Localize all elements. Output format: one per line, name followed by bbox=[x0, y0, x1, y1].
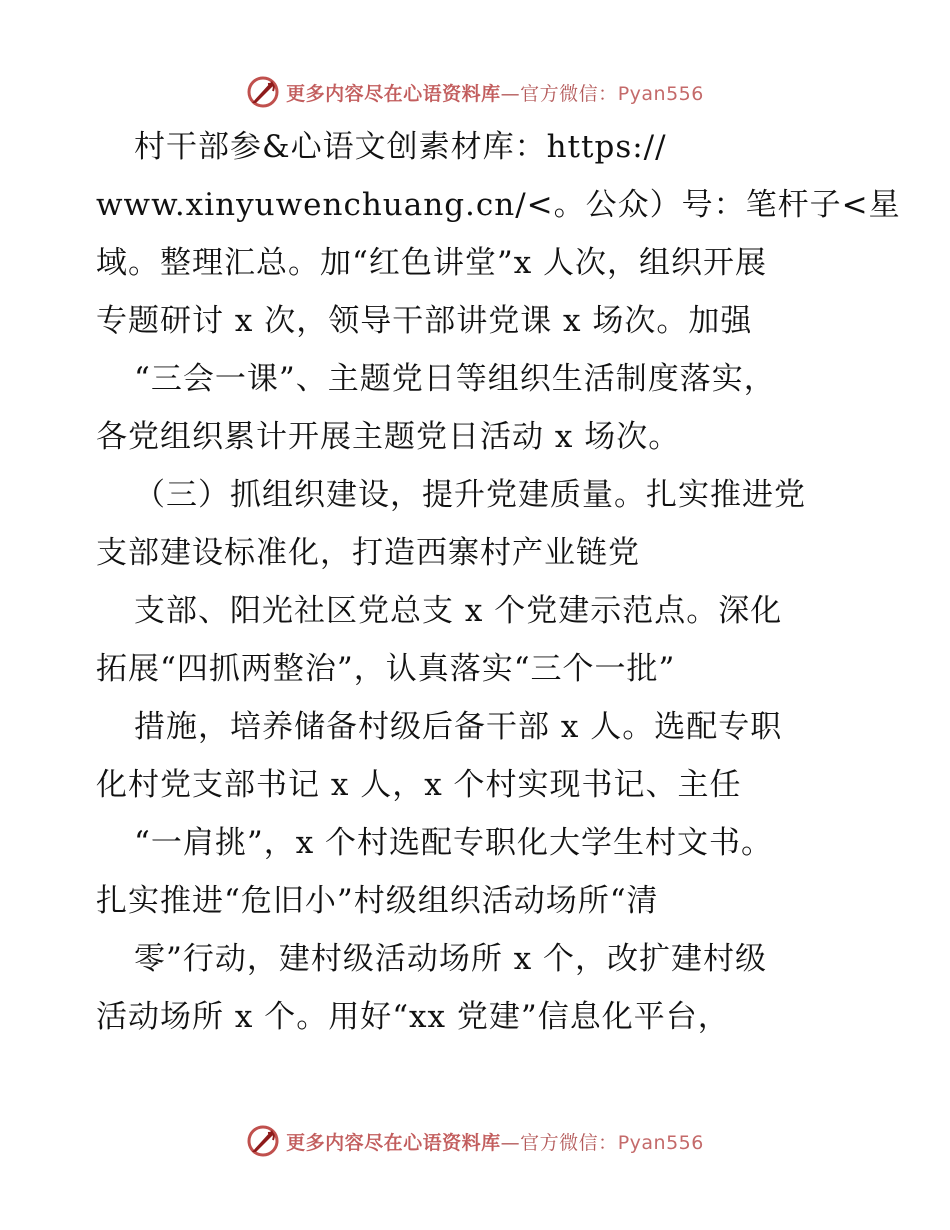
footer-watermark-text bbox=[286, 1128, 704, 1155]
text-line: 支部、阳光社区党总支 x 个党建示范点。深化 bbox=[134, 593, 783, 629]
text-line: 各党组织累计开展主题党日活动 x 场次。 bbox=[96, 419, 681, 455]
feather-pen-logo-icon bbox=[246, 1124, 280, 1158]
text-line: “三会一课”、主题党日等组织生活制度落实， bbox=[134, 361, 776, 397]
text-line: “一肩挑”，x 个村选配专职化大学生村文书。 bbox=[134, 825, 774, 861]
text-line: （三）抓组织建设，提升党建质量。扎实推进党 bbox=[134, 477, 806, 513]
header-watermark bbox=[0, 72, 950, 112]
text-line: 零”行动，建村级活动场所 x 个，改扩建村级 bbox=[134, 941, 768, 977]
footer-watermark-cn: 更多内容尽在心语资料库 bbox=[286, 1131, 501, 1154]
text-line: 域。整理汇总。加“红色讲堂”x 人次，组织开展 bbox=[96, 245, 768, 281]
text-line: 支部建设标准化，打造西寨村产业链党 bbox=[96, 535, 640, 571]
footer-watermark-en: Pyan556 bbox=[617, 1131, 704, 1154]
header-watermark-text bbox=[286, 79, 704, 106]
text-line: 拓展“四抓两整治”，认真落实“三个一批” bbox=[96, 651, 676, 687]
footer-watermark bbox=[0, 1121, 950, 1161]
text-line: 化村党支部书记 x 人，x 个村实现书记、主任 bbox=[96, 767, 742, 803]
feather-pen-logo-icon bbox=[246, 75, 280, 109]
text-line: 措施，培养储备村级后备干部 x 人。选配专职 bbox=[134, 709, 783, 745]
text-line: 专题研讨 x 次，领导干部讲党课 x 场次。加强 bbox=[96, 303, 753, 339]
text-line: 扎实推进“危旧小”村级组织活动场所“清 bbox=[96, 883, 659, 919]
header-watermark-cn: 更多内容尽在心语资料库 bbox=[286, 82, 501, 105]
header-watermark-en: Pyan556 bbox=[617, 82, 704, 105]
text-line: 村干部参&心语文创素材库：https:// bbox=[134, 129, 667, 165]
text-line: 活动场所 x 个。用好“xx 党建”信息化平台， bbox=[96, 999, 730, 1035]
text-line: www.xinyuwenchuang.cn/<。公众）号：笔杆子<星 bbox=[96, 187, 901, 223]
footer-watermark-sep: —官方微信： bbox=[500, 1131, 618, 1154]
header-watermark-sep: —官方微信： bbox=[500, 82, 618, 105]
